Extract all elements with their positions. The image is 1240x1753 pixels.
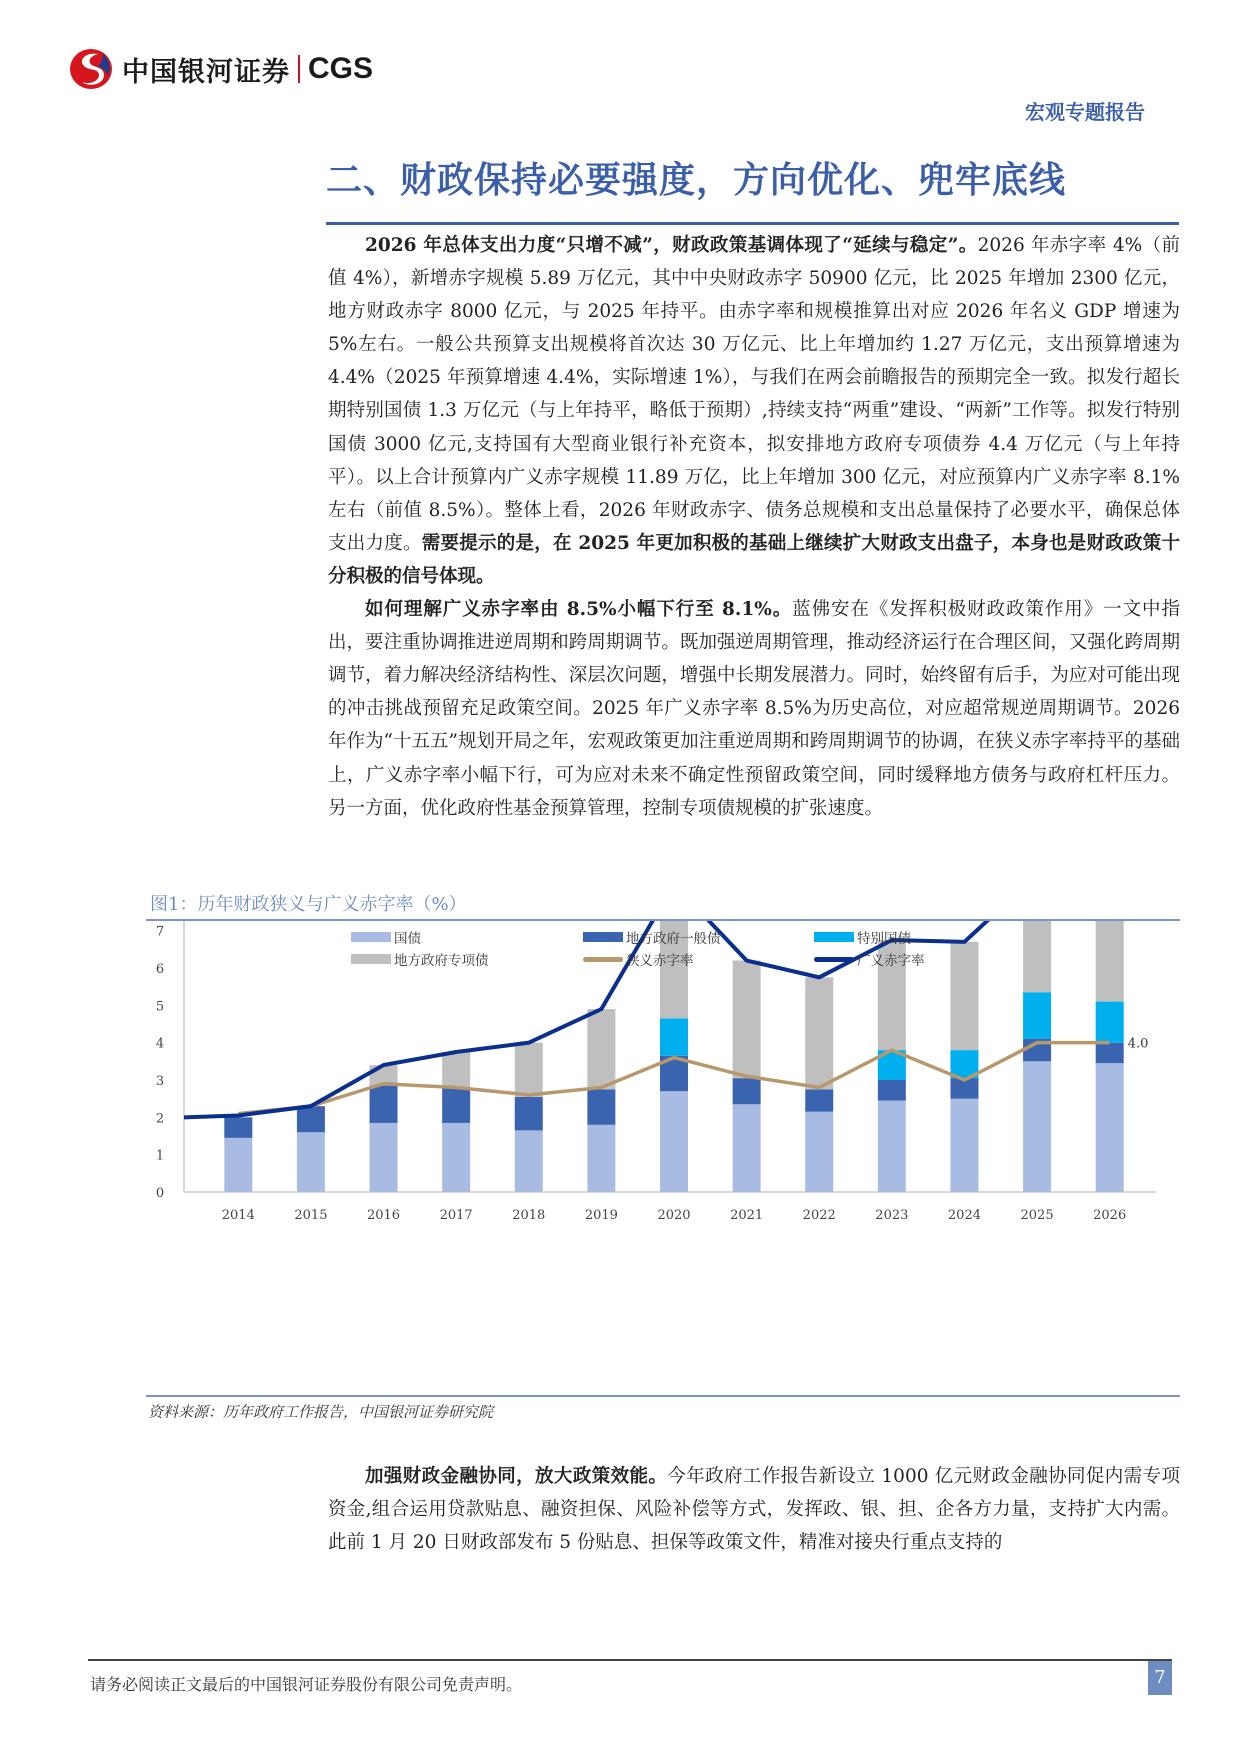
- bar-segment: [660, 1018, 688, 1055]
- bar-segment: [442, 1087, 470, 1122]
- bar-segment: [1023, 1061, 1051, 1192]
- legend-swatch: [814, 932, 854, 942]
- legend-label: 国债: [394, 931, 421, 947]
- bar-segment: [515, 1130, 543, 1192]
- bar-segment: [297, 1132, 325, 1192]
- legend-item-special-treasury: [814, 927, 911, 947]
- company-logo: [68, 46, 373, 92]
- y-tick-label: 1: [155, 1148, 165, 1164]
- bar-segment: [1023, 921, 1051, 992]
- bar-segment: [370, 1086, 398, 1123]
- legend-swatch: [351, 932, 391, 942]
- x-tick-label: 2020: [657, 1208, 691, 1223]
- legend-label: 广义赤字率: [857, 953, 925, 969]
- bar-segment: [805, 977, 833, 1089]
- legend-label: 地方政府一般债: [626, 931, 721, 947]
- x-tick-label: 2014: [221, 1208, 255, 1223]
- x-tick-label: 2022: [802, 1208, 836, 1223]
- paragraph-3: [328, 1460, 1180, 1559]
- figure-source: 资料来源：历年政府工作报告，中国银河证券研究院: [148, 1403, 494, 1421]
- bar-segment: [1023, 992, 1051, 1039]
- x-tick-label: 2024: [947, 1208, 982, 1223]
- bar-segment: [805, 1089, 833, 1111]
- bar-segment: [878, 1080, 906, 1101]
- logo-chinese-name: 中国银河证券: [122, 56, 290, 88]
- y-tick-label: 6: [155, 962, 165, 977]
- paragraph-1-emphasis: 需要提示的是，在 2025 年更加积极的基础上继续扩大财政支出盘子，本身也是财政政策十分积极的信号体现。: [328, 532, 1180, 587]
- paragraph-1-body: 2026 年赤字率 4%（前值 4%），新增赤字规模 5.89 万亿元，其中中央财政赤字 50900 亿元，比 2025 年增加 2300 亿元，地方财政赤字 8000 亿元，与 2025 年持平。由赤字率和规模推算出对应 2026 年名义 GDP 增速为 5%左右。一般公共预算支出规模将首次达 30 万亿元、比上年增加约 1.27 万亿元，支出预算增速为 4.4%（2025 年预算增速 4.4%，实际增速 1%），与我们在两会前瞻报告的预期完全一致。拟发行超长期特别国债 1.3 万亿元（与上年持平，略低于预期）,持续支持“两重”建设、“两新”工作等。拟发行特别国债 3000 亿元,支持国有大型商业银行补充资本，拟安排地方政府专项债券 4.4 万亿元（与上年持平）。以上合计预算内广义赤字规模 11.89 万亿，比上年增加 300 亿元，对应预算内广义赤字率 8.1%左右（前值 8.5%）。整体上看，2026 年财政赤字、债务总规模和支出总量保持了必要水平，确保总体支出力度。: [328, 235, 1180, 554]
- bar-segment: [1096, 1002, 1124, 1043]
- paragraph-2-body: 蓝佛安在《发挥积极财政政策作用》一文中指出，要注重协调推进逆周期和跨周期调节。既加强逆周期管理，推动经济运行在合理区间，又强化跨周期调节，着力解决经济结构性、深层次问题，增强中长期发展潜力。同时，始终留有后手，为应对可能出现的冲击挑战预留充足政策空间。2025 年广义赤字率 8.5%为历史高位，对应超常规逆周期调节。2026 年作为“十五五”规划开局之年，宏观政策更加注重逆周期和跨周期调节的协调，在狭义赤字率持平的基础上，广义赤字率小幅下行，可为应对未来不确定性预留政策空间，同时缓释地方债务与政府杠杆压力。 另一方面，优化政府性基金预算管理，控制专项债规模的扩张速度。: [328, 599, 1180, 819]
- bar-segment: [297, 1106, 325, 1132]
- bar-segment: [224, 1117, 252, 1138]
- source-divider: [146, 1395, 1180, 1397]
- x-tick-label: 2019: [584, 1208, 618, 1223]
- legend-label: 地方政府专项债: [394, 953, 489, 969]
- y-tick-label: 5: [155, 999, 165, 1015]
- bar-segment: [878, 1101, 906, 1192]
- y-tick-label: 7: [155, 924, 165, 940]
- section-title: 二、财政保持必要强度，方向优化、兜牢底线: [326, 159, 1067, 201]
- paragraph-3-body: 今年政府工作报告新设立 1000 亿元财政金融协同促内需专项资金,组合运用贷款贴息、融资担保、风险补偿等方式，发挥政、银、担、企各方力量，支持扩大内需。此前 1 月 20 日财政部发布 5 份贴息、担保等政策文件，精准对接央行重点支持的: [328, 1466, 1180, 1554]
- bar-segment: [1096, 1043, 1124, 1064]
- legend-item-local-special-bond: [351, 949, 489, 969]
- x-tick-label: 2017: [439, 1208, 473, 1223]
- paragraph-2: [328, 593, 1180, 825]
- legend-label: 狭义赤字率: [626, 953, 694, 969]
- cgs-logo-icon: [68, 46, 114, 92]
- legend-label: 特别国债: [857, 931, 911, 947]
- paragraph-1-lead: 2026 年总体支出力度“只增不减”，财政政策基调体现了“延续与稳定”。: [365, 235, 978, 256]
- legend-swatch: [351, 954, 391, 964]
- legend-item-narrow-deficit: [583, 949, 694, 969]
- bar-segment: [587, 1009, 615, 1089]
- legend-line: [814, 957, 854, 962]
- x-tick-label: 2023: [875, 1208, 909, 1223]
- body-text-upper: [328, 229, 1180, 825]
- bar-segment: [733, 961, 761, 1079]
- x-tick-label: 2026: [1093, 1208, 1127, 1223]
- paragraph-1: [328, 229, 1180, 593]
- logo-english-name: CGS: [308, 52, 374, 85]
- paragraph-2-lead: 如何理解广义赤字率由 8.5%小幅下行至 8.1%。: [365, 599, 793, 621]
- deficit-rate-chart: [146, 921, 1180, 1391]
- bar-segment: [1096, 1063, 1124, 1192]
- data-label: 4.0: [1127, 1036, 1149, 1052]
- chart-plot-area: [146, 921, 1180, 1391]
- title-divider: [326, 222, 1179, 225]
- x-tick-label: 2016: [366, 1208, 401, 1223]
- y-tick-label: 2: [155, 1111, 165, 1127]
- legend-item-broad-deficit: [814, 949, 925, 969]
- x-tick-label: 2025: [1020, 1208, 1054, 1223]
- bar-segment: [660, 1091, 688, 1192]
- legend-swatch: [583, 932, 623, 942]
- bar-segment: [515, 1043, 543, 1097]
- y-tick-label: 3: [155, 1074, 165, 1089]
- x-tick-label: 2018: [512, 1208, 546, 1223]
- report-type-label: 宏观专题报告: [1025, 100, 1145, 124]
- bar-segment: [1096, 921, 1124, 1002]
- bar-segment: [442, 1052, 470, 1087]
- logo-separator: [298, 55, 300, 83]
- bar-segment: [805, 1112, 833, 1192]
- y-tick-label: 0: [155, 1186, 165, 1201]
- x-tick-label: 2021: [730, 1208, 764, 1223]
- bar-segment: [442, 1123, 470, 1192]
- page-number: 7: [1148, 1661, 1172, 1695]
- bar-segment: [224, 1138, 252, 1192]
- bar-segment: [587, 1125, 615, 1192]
- bar-segment: [950, 1099, 978, 1192]
- bar-segment: [587, 1089, 615, 1124]
- bar-segment: [515, 1097, 543, 1131]
- legend-item-local-general-bond: [583, 927, 721, 947]
- footer-divider: [88, 1659, 1172, 1661]
- legend-item-guozhai: [351, 927, 421, 947]
- legend-line: [583, 957, 623, 962]
- x-tick-label: 2015: [294, 1208, 328, 1223]
- figure-title: 图1：历年财政狭义与广义赤字率（%）: [150, 894, 467, 915]
- paragraph-3-lead: 加强财政金融协同，放大政策效能。: [365, 1466, 668, 1487]
- bar-segment: [733, 1104, 761, 1192]
- bar-segment: [733, 1078, 761, 1104]
- bar-segment: [950, 942, 978, 1050]
- body-text-lower: [328, 1460, 1180, 1559]
- y-tick-label: 4: [155, 1036, 165, 1052]
- disclaimer-note: 请务必阅读正文最后的中国银河证券股份有限公司免责声明。: [90, 1675, 523, 1694]
- bar-segment: [370, 1123, 398, 1192]
